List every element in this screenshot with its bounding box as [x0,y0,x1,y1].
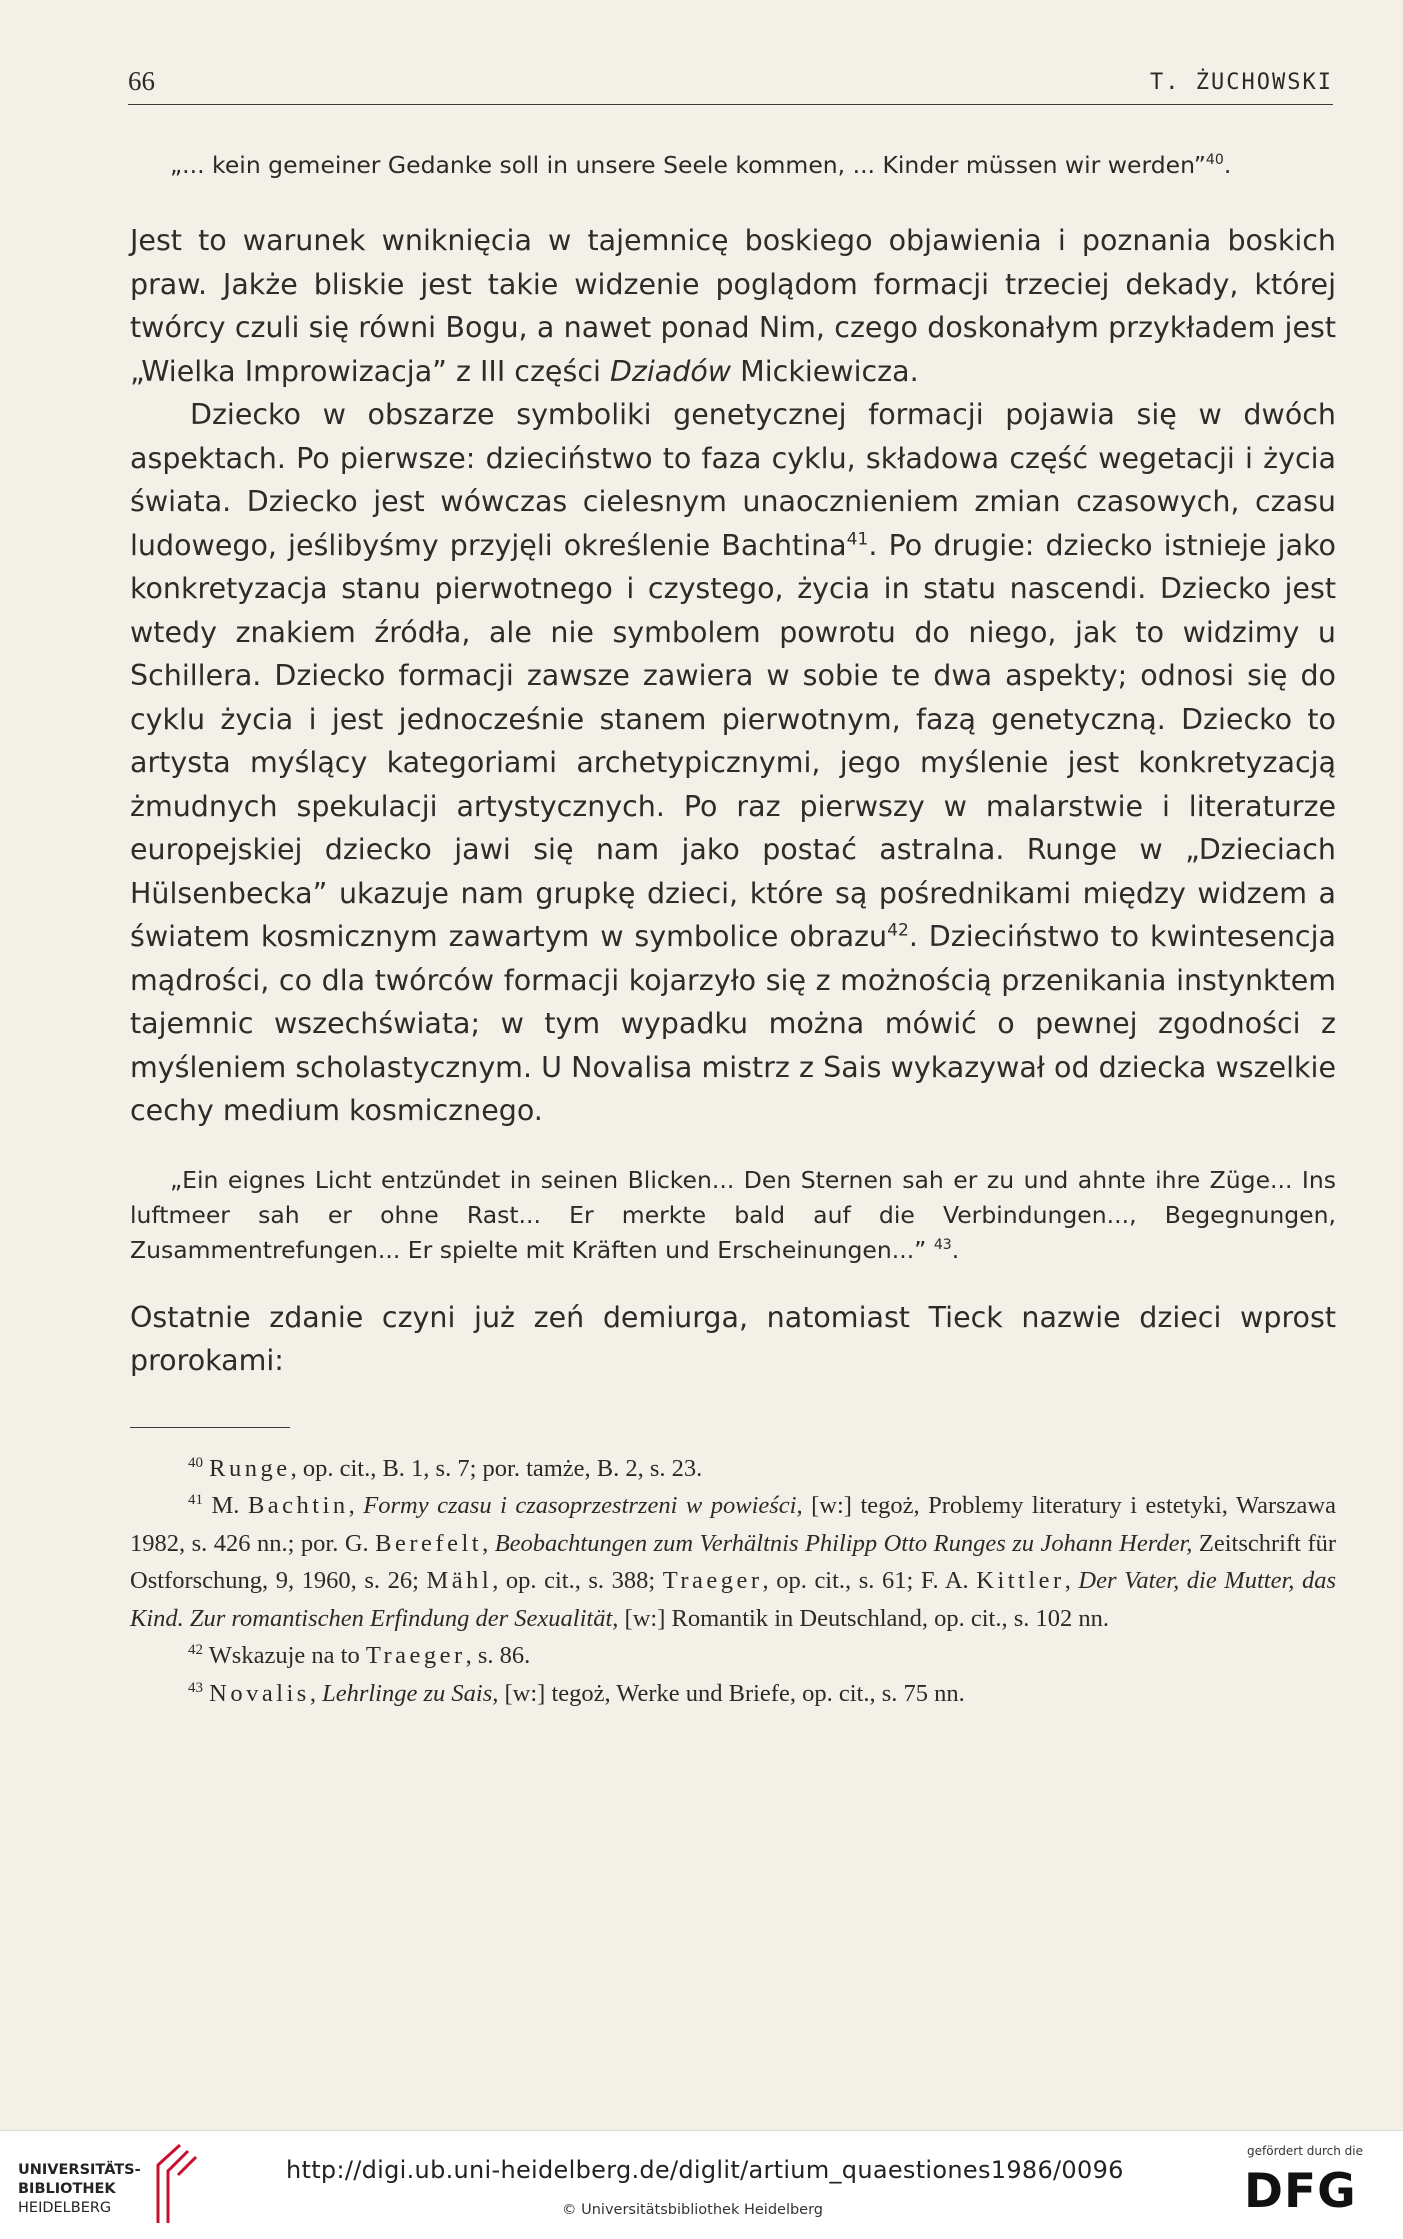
paragraph-text: Dziecko w obszarze symboliki genetycznej formacji pojawia się w dwóch aspektach. Po pierwsze: dzieciństwo to faza cyklu, składowa część wegetacji i życia świata. Dziecko jest wówczas cielesnym unaocznieniem zmian czasowych, czasu ludowego, jeślibyśmy przyjęli określenie Bachtina [130,398,1336,562]
footnote-text: [w:] Romantik in Deutschland, op. cit., s. 102 nn. [618,1604,1110,1632]
quote-block-german-1: „... kein gemeiner Gedanke soll in unsere Seele kommen, ... Kinder müssen wir werden”$^{40}$. [170,151,1232,179]
footnote-ref[interactable]: 43 [933,1236,952,1253]
paragraph [130,1296,1336,1383]
paragraph-text: Mickiewicza. [731,354,919,388]
library-name-line: BIBLIOTHEK [18,2181,116,2197]
sponsor-label: gefördert durch die [1247,2144,1363,2158]
footnote-number: 40 [188,1454,203,1471]
footnote-42 [130,1637,1336,1675]
footnote-text: , op. cit., s. 388; [492,1567,663,1594]
paragraph-text: . Dzieciństwo to kwintesencja mądrości, co dla twórców formacji kojarzyło się z możnością przenikania instynktem tajemnic wszechświata; w tym wypadku można mówić o pewnej zgodności z myśleniem scholastycznym. U Novalisa mistrz z Sais wykazywał od dziecka wszelkie cechy medium kosmicznego. [130,920,1336,1127]
author-name: Novalis [209,1679,310,1707]
italic-title: Beobachtungen zum Verhältnis Philipp Otto Runges zu Johann Herder, [494,1529,1193,1557]
footnote-text: , [482,1529,495,1557]
italic-title: Dziadów [609,354,732,388]
paragraph [130,219,1336,393]
dfg-logo[interactable]: DFG [1244,2164,1357,2219]
footnote-ref[interactable]: 42 [887,920,909,941]
footnote-text: , s. 86. [465,1642,531,1669]
paragraph-text: Jest to warunek wniknięcia w tajemnicę boskiego objawienia i poznania boskich praw. Jakże bliskie jest takie widzenie poglądom formacji trzeciej dekady, której twórcy czuli się równi Bogu, a nawet ponad Nim, czego doskonałym przykładem jest „Wielka Improwizacja” z III części [130,224,1336,388]
paragraph [130,393,1336,1133]
italic-title: Lehrlinge zu Sais, [322,1679,499,1707]
copyright-notice: © Universitätsbibliothek Heidelberg [562,2202,824,2218]
author-name: Kittler [976,1567,1065,1594]
permalink-url[interactable]: http://digi.ub.uni-heidelberg.de/diglit/artium_quaestiones1986/0096 [286,2156,1124,2184]
library-name-line: UNIVERSITÄTS- [18,2162,141,2178]
footnote-text: , [348,1492,364,1519]
footnote-40 [130,1450,1336,1488]
footnote-text: , op. cit., B. 1, s. 7; por. tamże, B. 2, s. 23. [290,1454,703,1482]
footnote-text: , [1064,1567,1079,1594]
author-name: Mähl [426,1567,493,1594]
library-name-line: HEIDELBERG [18,2200,112,2216]
footnote-41 [130,1487,1336,1637]
footnote-number: 41 [188,1491,203,1508]
footnote-text: [w:] tegoż, Problemy literatury i estetyki, Warszawa 1982, s. 426 nn.; por. G. [130,1492,1336,1557]
page-number: 66 [128,66,155,96]
viewer-footer [0,2130,1403,2239]
footnote-text: , [309,1679,323,1707]
footnote-number: 43 [188,1679,203,1696]
footnote-text: Zeitschrift für Ostforschung, 9, 1960, s. 26; [130,1529,1337,1594]
quote-text: „Ein eignes Licht entzündet in seinen Blicken... Den Sternen sah er zu und ahnte ihre Züge... Ins luftmeer sah er ohne Rast... Er merkte bald auf die Verbindungen..., Begegnungen, Zusammentrefungen... Er spielte mit Kräften und Erscheinungen...” [130,1165,1336,1264]
author-name: Bachtin [247,1492,349,1519]
library-name[interactable] [18,2161,141,2218]
footnote-text: [w:] tegoż, Werke und Briefe, op. cit., s. 75 nn. [498,1679,965,1707]
author-name: Runge [209,1454,291,1482]
footnote-divider [130,1427,290,1428]
footnote-text: , op. cit., s. 61; F. A. [762,1567,977,1594]
footnote-ref[interactable]: 41 [846,529,869,549]
author-name: Traeger [662,1567,763,1594]
footnote-text: Wskazuje na to [208,1642,366,1669]
italic-title: Der Vater, die Mutter, das Kind. Zur romantischen Erfindung der Sexualität, [130,1567,1336,1632]
footnote-text: M. [211,1492,248,1519]
author-name: Traeger [365,1642,466,1669]
italic-title: Formy czasu i czasoprzestrzeni w powieści, [363,1492,803,1519]
page-body [130,148,1336,1712]
author-name: Berefelt [375,1529,483,1557]
paragraph-text: . Po drugie: dziecko istnieje jako konkretyzacja stanu pierwotnego i czystego, życia in statu nascendi. Dziecko jest wtedy znakiem źródła, ale nie symbolem powrotu do niego, jak to widzimy u Schillera. Dziecko formacji zawsze zawiera w sobie te dwa aspekty; odnosi się do cyklu życia i jest jednocześnie stanem pierwotnym, fazą genetyczną. Dziecko to artysta myślący kategoriami archetypicznymi, jego myślenie jest konkretyzacją żmudnych spekulacji artystycznych. Po raz pierwszy w malarstwie i literaturze europejskiej dziecko jawi się nam jako postać astralna. Runge w „Dzieciach Hülsenbecka” ukazuje nam grupkę dzieci, które są pośrednikami między widzem a światem kosmicznym zawartym w symbolice obrazu [130,528,1336,953]
paragraph-text: Ostatnie zdanie czyni już zeń demiurga, natomiast Tieck nazwie dzieci wprost prorokami: [130,1300,1336,1377]
footnote-number: 42 [188,1641,203,1658]
footnote-ref[interactable]: 40 [1205,152,1224,169]
quote-text: „... kein gemeiner Gedanke soll in unsere Seele kommen, ... Kinder müssen wir werden” [170,151,1206,179]
running-head-author: T. ŻUCHOWSKI [1150,70,1333,95]
library-logo-icon[interactable] [150,2143,198,2225]
footnote-43 [130,1675,1336,1713]
quote-block-german-2: „Ein eignes Licht entzündet in seinen Blicken... Den Sternen sah er zu und ahnte ihre Züge... Ins luftmeer sah er ohne Rast... Er merkte bald auf die Verbindungen..., Begegnungen, Zusammentrefungen... Er spielte mit Kräften und Erscheinungen...” $^{43}$. [130,1165,1336,1264]
running-head [128,64,1333,105]
